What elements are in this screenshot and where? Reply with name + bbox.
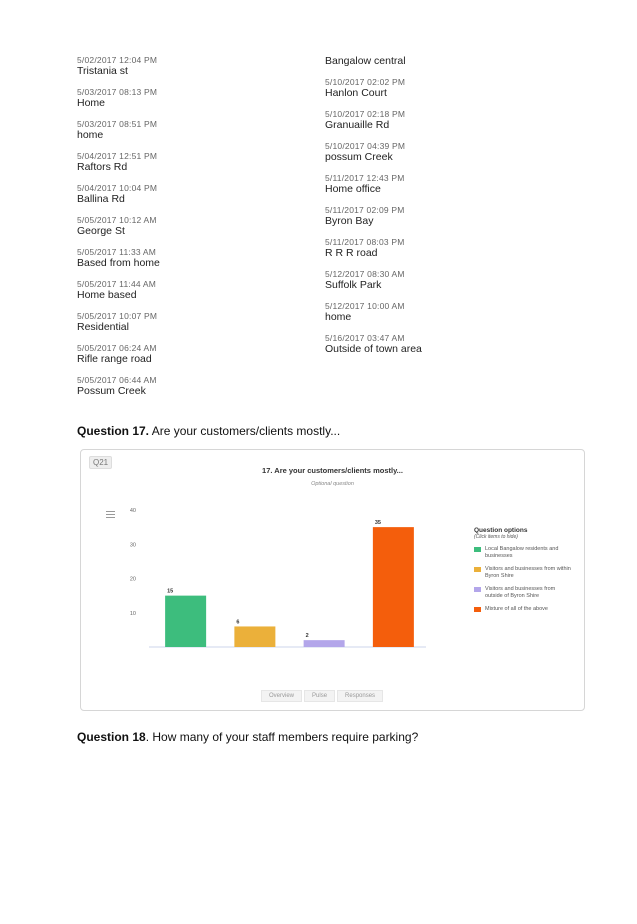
legend-item[interactable] xyxy=(474,606,574,613)
question-tag: Q21 xyxy=(89,456,112,469)
response-entry xyxy=(77,151,307,174)
response-entry xyxy=(77,87,307,110)
response-location: Ballina Rd xyxy=(77,193,125,205)
response-timestamp: 5/16/2017 03:47 AM xyxy=(325,333,405,343)
response-location: Rifle range road xyxy=(77,353,152,365)
chart-subtitle: Optional question xyxy=(311,481,354,487)
response-location: Based from home xyxy=(77,257,160,269)
response-timestamp: 5/02/2017 12:04 PM xyxy=(77,55,158,65)
response-location: Hanlon Court xyxy=(325,87,387,99)
response-timestamp: 5/03/2017 08:51 PM xyxy=(77,119,158,129)
chart-legend xyxy=(474,527,574,619)
question-label: Question 17. xyxy=(77,424,150,438)
response-location: Possum Creek xyxy=(77,385,146,397)
response-timestamp: 5/12/2017 10:00 AM xyxy=(325,301,405,311)
response-timestamp: 5/05/2017 06:24 AM xyxy=(77,343,157,353)
response-location: Residential xyxy=(77,321,129,333)
response-location: Raftors Rd xyxy=(77,161,128,173)
response-location: possum Creek xyxy=(325,151,393,163)
chart-tabs xyxy=(261,690,383,702)
response-timestamp: 5/05/2017 11:33 AM xyxy=(77,247,157,257)
response-timestamp: 5/04/2017 10:04 PM xyxy=(77,183,158,193)
tab-pulse[interactable]: Pulse xyxy=(304,690,335,702)
bar-value-label: 2 xyxy=(305,633,309,640)
response-timestamp: 5/05/2017 10:12 AM xyxy=(77,215,157,225)
response-location: Home office xyxy=(325,183,381,195)
bar[interactable] xyxy=(373,527,414,647)
response-location: Outside of town area xyxy=(325,343,422,355)
response-entry xyxy=(325,205,555,228)
response-timestamp: 5/11/2017 08:03 PM xyxy=(325,237,405,247)
response-entry xyxy=(77,311,307,334)
response-entry xyxy=(77,215,307,238)
response-timestamp: 5/11/2017 12:43 PM xyxy=(325,173,405,183)
response-location: home xyxy=(325,311,352,323)
response-location: George St xyxy=(77,225,125,237)
legend-item[interactable] xyxy=(474,566,574,580)
response-entry xyxy=(325,269,555,292)
legend-swatch xyxy=(474,567,481,572)
legend-hint: (Click items to hide) xyxy=(474,534,518,540)
response-entry xyxy=(77,247,307,270)
bar[interactable] xyxy=(165,596,206,647)
response-location: home xyxy=(77,129,104,141)
response-timestamp: 5/10/2017 02:18 PM xyxy=(325,109,406,119)
response-location: Bangalow central xyxy=(325,55,406,67)
y-tick-label: 30 xyxy=(129,542,136,549)
response-location: Byron Bay xyxy=(325,215,374,227)
response-entry xyxy=(325,141,555,164)
legend-title: Question options xyxy=(474,527,528,534)
response-timestamp: 5/12/2017 08:30 AM xyxy=(325,269,405,279)
response-timestamp: 5/10/2017 04:39 PM xyxy=(325,141,406,151)
chart-panel xyxy=(80,449,585,711)
response-location: R R R road xyxy=(325,247,378,259)
legend-swatch xyxy=(474,547,481,552)
legend-item[interactable] xyxy=(474,546,574,560)
response-location: Granuaille Rd xyxy=(325,119,390,131)
bar-value-label: 35 xyxy=(374,520,381,527)
response-location: Home xyxy=(77,97,106,109)
response-timestamp: 5/04/2017 12:51 PM xyxy=(77,151,158,161)
response-entry xyxy=(77,375,307,398)
question-18-heading xyxy=(77,730,418,744)
response-entry xyxy=(325,301,555,324)
response-entry xyxy=(325,77,555,100)
y-tick-label: 20 xyxy=(129,576,136,583)
legend-label: Visitors and businesses from outside of Byron Shire xyxy=(485,586,556,599)
legend-swatch xyxy=(474,587,481,592)
legend-item[interactable] xyxy=(474,586,574,600)
response-timestamp: 5/05/2017 06:44 AM xyxy=(77,375,157,385)
response-entry xyxy=(77,279,307,302)
response-timestamp: 5/10/2017 02:02 PM xyxy=(325,77,406,87)
bar[interactable] xyxy=(304,640,345,647)
responses-column-left xyxy=(77,55,307,407)
response-timestamp: 5/05/2017 11:44 AM xyxy=(77,279,157,289)
bar-value-label: 15 xyxy=(167,588,174,595)
responses-column-right xyxy=(325,55,555,365)
bar-value-label: 6 xyxy=(236,619,240,626)
legend-swatch xyxy=(474,607,481,612)
question-17-heading xyxy=(77,424,340,438)
response-entry xyxy=(77,55,307,78)
response-timestamp: 5/11/2017 02:09 PM xyxy=(325,205,405,215)
legend-label: Local Bangalow residents and businesses xyxy=(485,546,559,559)
legend-label: Mixture of all of the above xyxy=(485,606,548,612)
response-entry xyxy=(77,183,307,206)
response-timestamp: 5/03/2017 08:13 PM xyxy=(77,87,158,97)
y-tick-label: 40 xyxy=(129,508,136,514)
response-entry xyxy=(77,343,307,366)
response-timestamp: 5/05/2017 10:07 PM xyxy=(77,311,158,321)
response-entry xyxy=(325,109,555,132)
tab-responses[interactable]: Responses xyxy=(337,690,383,702)
bar[interactable] xyxy=(234,626,275,647)
response-location: Home based xyxy=(77,289,137,301)
legend-label: Visitors and businesses from within Byron Shire xyxy=(485,566,571,579)
chart-title: 17. Are your customers/clients mostly... xyxy=(262,466,403,475)
question-label: Question 18 xyxy=(77,730,146,744)
response-location: Tristania st xyxy=(77,65,128,77)
question-text: . How many of your staff members require parking? xyxy=(145,730,419,744)
response-entry xyxy=(325,333,555,356)
response-entry xyxy=(77,119,307,142)
y-tick-label: 10 xyxy=(129,610,136,617)
response-entry xyxy=(325,173,555,196)
response-location: Suffolk Park xyxy=(325,279,382,291)
response-entry xyxy=(325,237,555,260)
question-text: Are your customers/clients mostly... xyxy=(149,424,341,438)
tab-overview[interactable]: Overview xyxy=(261,690,302,702)
